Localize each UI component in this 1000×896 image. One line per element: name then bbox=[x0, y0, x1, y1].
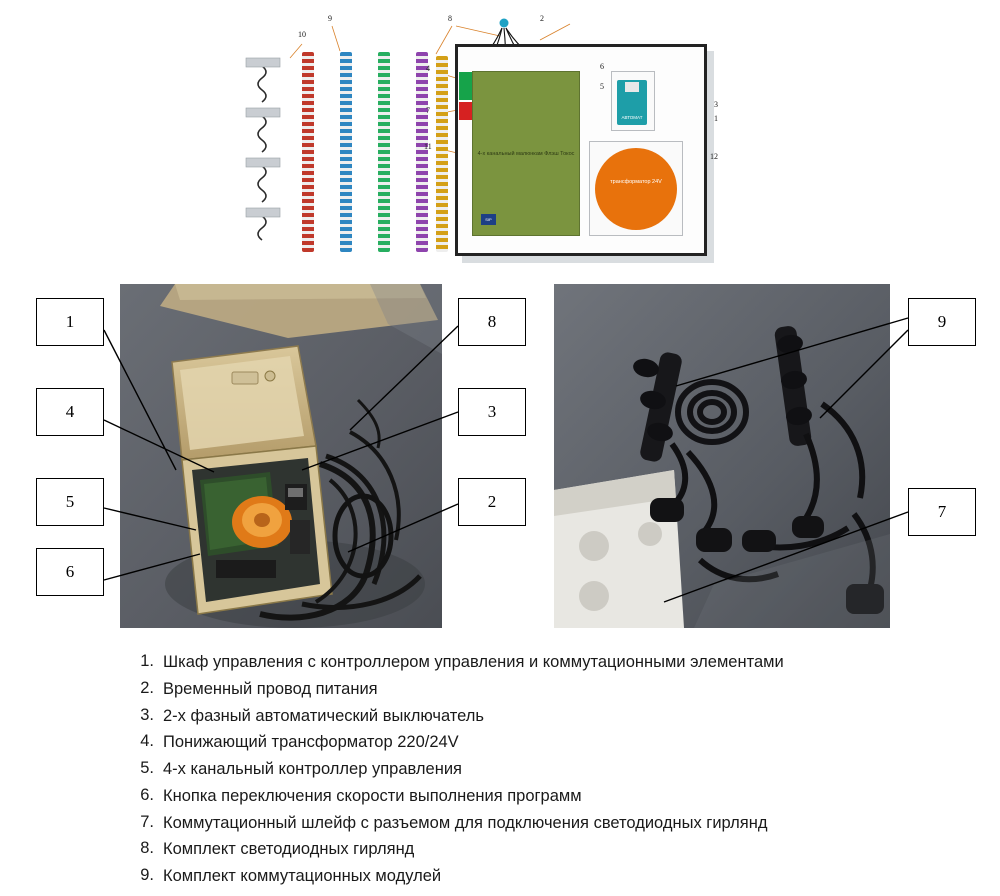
legend-item-text: Комплект светодиодных гирлянд bbox=[163, 840, 415, 859]
callout-3[interactable] bbox=[458, 388, 526, 436]
led-strip bbox=[378, 52, 390, 252]
breaker-switch bbox=[625, 82, 639, 92]
callout-8[interactable] bbox=[458, 298, 526, 346]
schematic-number-7: 7 bbox=[426, 106, 430, 115]
legend-item-text: Понижающий трансформатор 220/24V bbox=[163, 733, 459, 752]
legend-item-text: 4-х канальный контроллер управления bbox=[163, 760, 462, 779]
schematic-number-6: 6 bbox=[600, 62, 604, 71]
step-down-transformer bbox=[595, 148, 677, 230]
legend-item bbox=[135, 786, 965, 808]
legend-item-number: 2. bbox=[140, 678, 154, 697]
schematic-number-11: 11 bbox=[424, 142, 432, 151]
callout-5[interactable] bbox=[36, 478, 104, 526]
photo-control-cabinet bbox=[120, 284, 442, 628]
schematic-number-1: 2 bbox=[540, 14, 544, 23]
legend-item-text: Кнопка переключения скорости выполнения программ bbox=[163, 786, 582, 805]
legend-item-text: Шкаф управления с контроллером управления и коммутационными элементами bbox=[163, 653, 784, 671]
controller-chip-label: SIP bbox=[481, 214, 496, 225]
led-strip bbox=[340, 52, 352, 252]
circuit-breaker bbox=[617, 80, 647, 125]
legend-item bbox=[135, 759, 965, 781]
legend-item bbox=[135, 732, 965, 754]
schematic-number-9: 9 bbox=[328, 14, 332, 23]
callout-8-label: 8 bbox=[487, 312, 497, 331]
callout-4[interactable] bbox=[36, 388, 104, 436]
schematic-number-2: 1 bbox=[714, 114, 718, 123]
legend-item-text: Коммутационный шлейф с разъемом для подключения светодиодных гирлянд bbox=[163, 813, 768, 832]
wiring-schematic bbox=[240, 6, 730, 268]
legend-item bbox=[135, 839, 965, 861]
legend-item-text: Комплект коммутационных модулей bbox=[163, 867, 442, 886]
legend-item-number: 9. bbox=[140, 866, 154, 885]
photo-left-content bbox=[120, 284, 442, 628]
legend-item-number: 6. bbox=[140, 785, 154, 804]
callout-7-label: 7 bbox=[937, 502, 947, 521]
callout-2[interactable] bbox=[458, 478, 526, 526]
legend-item-text: Временный провод питания bbox=[163, 679, 378, 698]
legend-item-number: 7. bbox=[140, 812, 154, 831]
callout-7[interactable] bbox=[908, 488, 976, 536]
legend-item-number: 5. bbox=[140, 759, 154, 778]
schematic-number-4: 4 bbox=[426, 64, 430, 73]
legend-list bbox=[135, 652, 965, 893]
callout-3-label: 3 bbox=[487, 402, 497, 421]
breaker-label: АВТОМАТ bbox=[621, 115, 643, 120]
led-strip bbox=[302, 52, 314, 252]
legend-item-number: 4. bbox=[140, 732, 154, 751]
callout-5-label: 5 bbox=[65, 492, 75, 511]
callout-4-label: 4 bbox=[65, 402, 75, 421]
photo-switching-modules bbox=[554, 284, 890, 628]
callout-6[interactable] bbox=[36, 548, 104, 596]
controller-board bbox=[472, 71, 580, 236]
callout-9-label: 9 bbox=[937, 312, 947, 331]
photo-right-content bbox=[554, 284, 890, 628]
controller-board-label: 4-х канальный малюнкам Флэш Токос bbox=[477, 151, 575, 157]
legend-item bbox=[135, 813, 965, 835]
legend-item-number: 8. bbox=[140, 839, 154, 858]
schematic-number-10: 10 bbox=[298, 30, 306, 39]
legend-item-number: 3. bbox=[140, 705, 154, 724]
callout-2-label: 2 bbox=[487, 492, 497, 511]
terminal-red bbox=[459, 102, 472, 120]
legend-item bbox=[135, 652, 965, 674]
schematic-number-3: 3 bbox=[714, 100, 718, 109]
terminal-green bbox=[459, 72, 472, 100]
led-strip bbox=[436, 56, 448, 252]
legend-item-number: 1. bbox=[140, 652, 154, 670]
callout-1[interactable] bbox=[36, 298, 104, 346]
legend-item bbox=[135, 679, 965, 701]
callout-1-label: 1 bbox=[65, 312, 75, 331]
legend-item-text: 2-х фазный автоматический выключатель bbox=[163, 706, 485, 725]
transformer-label: трансформатор 24V bbox=[610, 179, 662, 185]
legend-item bbox=[135, 866, 965, 888]
schematic-number-12: 12 bbox=[710, 152, 718, 161]
schematic-number-5: 5 bbox=[600, 82, 604, 91]
callout-9[interactable] bbox=[908, 298, 976, 346]
schematic-number-8: 8 bbox=[448, 14, 452, 23]
led-strip bbox=[416, 52, 428, 252]
legend-item bbox=[135, 706, 965, 728]
callout-6-label: 6 bbox=[65, 562, 75, 581]
